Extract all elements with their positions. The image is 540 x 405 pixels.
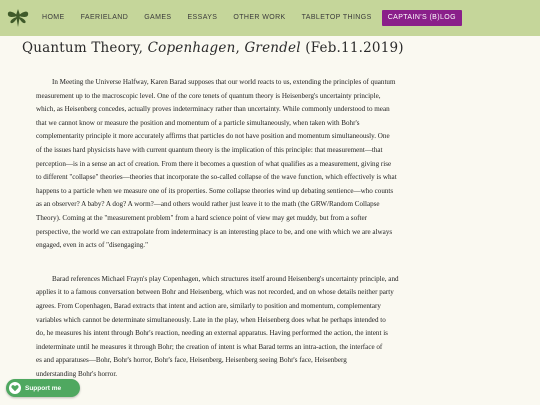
text-line: applies it to a famous conversation between Bohr and Heisenberg, which was not recorded, and on whose details neither party (36, 288, 394, 297)
text-line: as an observer? A baby? A dog? A worm?—and others would rather just leave it to the math (the GRW/Random Collapse (36, 200, 380, 209)
nav-captains-blog[interactable]: CAPTAIN'S (B)LOG (382, 10, 462, 26)
text-line: measurement up to the macroscopic level. One of the core tenets of quantum theory is Heisenberg's uncertainty principle, (36, 91, 381, 100)
text-line: that we cannot know or measure the position and momentum of a particle simultaneously, when taken with Bohr's (36, 118, 360, 127)
text-line: happens to a particle when we measure one of its properties. Some collapse theories wind up debating sentience—who counts (36, 186, 394, 195)
support-label: Support me (25, 384, 62, 392)
text-line: indeterminate until he measures it through Bohr; the creation of intent is what Barad terms an intra-action, the interface of (36, 342, 383, 351)
text-line: do, he measures his intent through Bohr's reaction, needing an external apparatus. Having performed the action, the intent is (36, 329, 388, 338)
text-line: engaged, even in acts of "disengaging." (36, 241, 148, 250)
title-part: Quantum Theory, (22, 40, 148, 56)
text-line: agrees. From Copenhagen, Barad extracts that intent and action are, similarly to position and momentum, complementary (36, 301, 381, 310)
text-line: perception—is in a sense an act of creation. From there it becomes a question of what qualifies as a measurement, giving rise (36, 159, 392, 168)
top-navbar (0, 0, 540, 36)
page-title (22, 40, 532, 56)
text-line: of the issues hard physicists have with current quantum theory is the implication of this principle: that measurement—that (36, 145, 383, 154)
nav-home[interactable]: HOME (42, 14, 65, 21)
text-line: perspective, the world we can extrapolate from indeterminacy is an interesting place to be, and one with which we are always (36, 227, 393, 236)
text-line: to different "collapse" theories—theories that incorporate the so-called collapse of the wave function, which effectively is what (36, 173, 397, 182)
nav-faerieland[interactable]: FAERIELAND (80, 14, 129, 21)
title-part: , (235, 40, 245, 56)
text-line: variables which cannot be determinate simultaneously. Late in the play, when Heisenberg does what he perhaps intended to (36, 315, 386, 324)
nav-tabletop-things[interactable]: TABLETOP THINGS (301, 14, 372, 21)
dragonfly-logo-icon[interactable] (5, 6, 31, 30)
text-line: which, as Heisenberg concedes, actually proves indeterminacy rather than uncertainty. While commonly understood to mean (36, 105, 390, 114)
support-me-button[interactable] (6, 379, 80, 397)
main-nav (34, 0, 462, 36)
nav-essays[interactable]: ESSAYS (187, 14, 218, 21)
nav-other-work[interactable]: OTHER WORK (233, 14, 286, 21)
text-line: understanding Bohr's horror. (36, 369, 118, 378)
paragraph-2 (36, 273, 520, 382)
title-date: (Feb.11.2019) (300, 40, 404, 56)
article-body (36, 76, 520, 401)
title-part-italic: Copenhagen (147, 40, 236, 56)
nav-games[interactable]: GAMES (144, 14, 172, 21)
heart-icon (9, 382, 21, 394)
text-line: complementarity principle it more accurately affirms that particles do not have position and momentum simultaneously. One (36, 132, 390, 141)
text-line: es and apparatuses—Bohr, Bohr's horror, Bohr's face, Heisenberg, Heisenberg seeing Bohr's face, Heisenberg (36, 356, 347, 365)
title-part-italic: Grendel (244, 40, 301, 56)
text-line: In Meeting the Universe Halfway, Karen Barad supposes that our world reacts to us, extending the principles of quantum (52, 78, 396, 86)
text-line: Barad references Michael Frayn's play Copenhagen, which structures itself around Heisenberg's uncertainty principle, and (52, 274, 399, 283)
text-line: Theory). Coming at the "measurement problem" from a hard science point of view may get muddy, but from a softer (36, 213, 367, 222)
paragraph-1 (36, 76, 520, 253)
